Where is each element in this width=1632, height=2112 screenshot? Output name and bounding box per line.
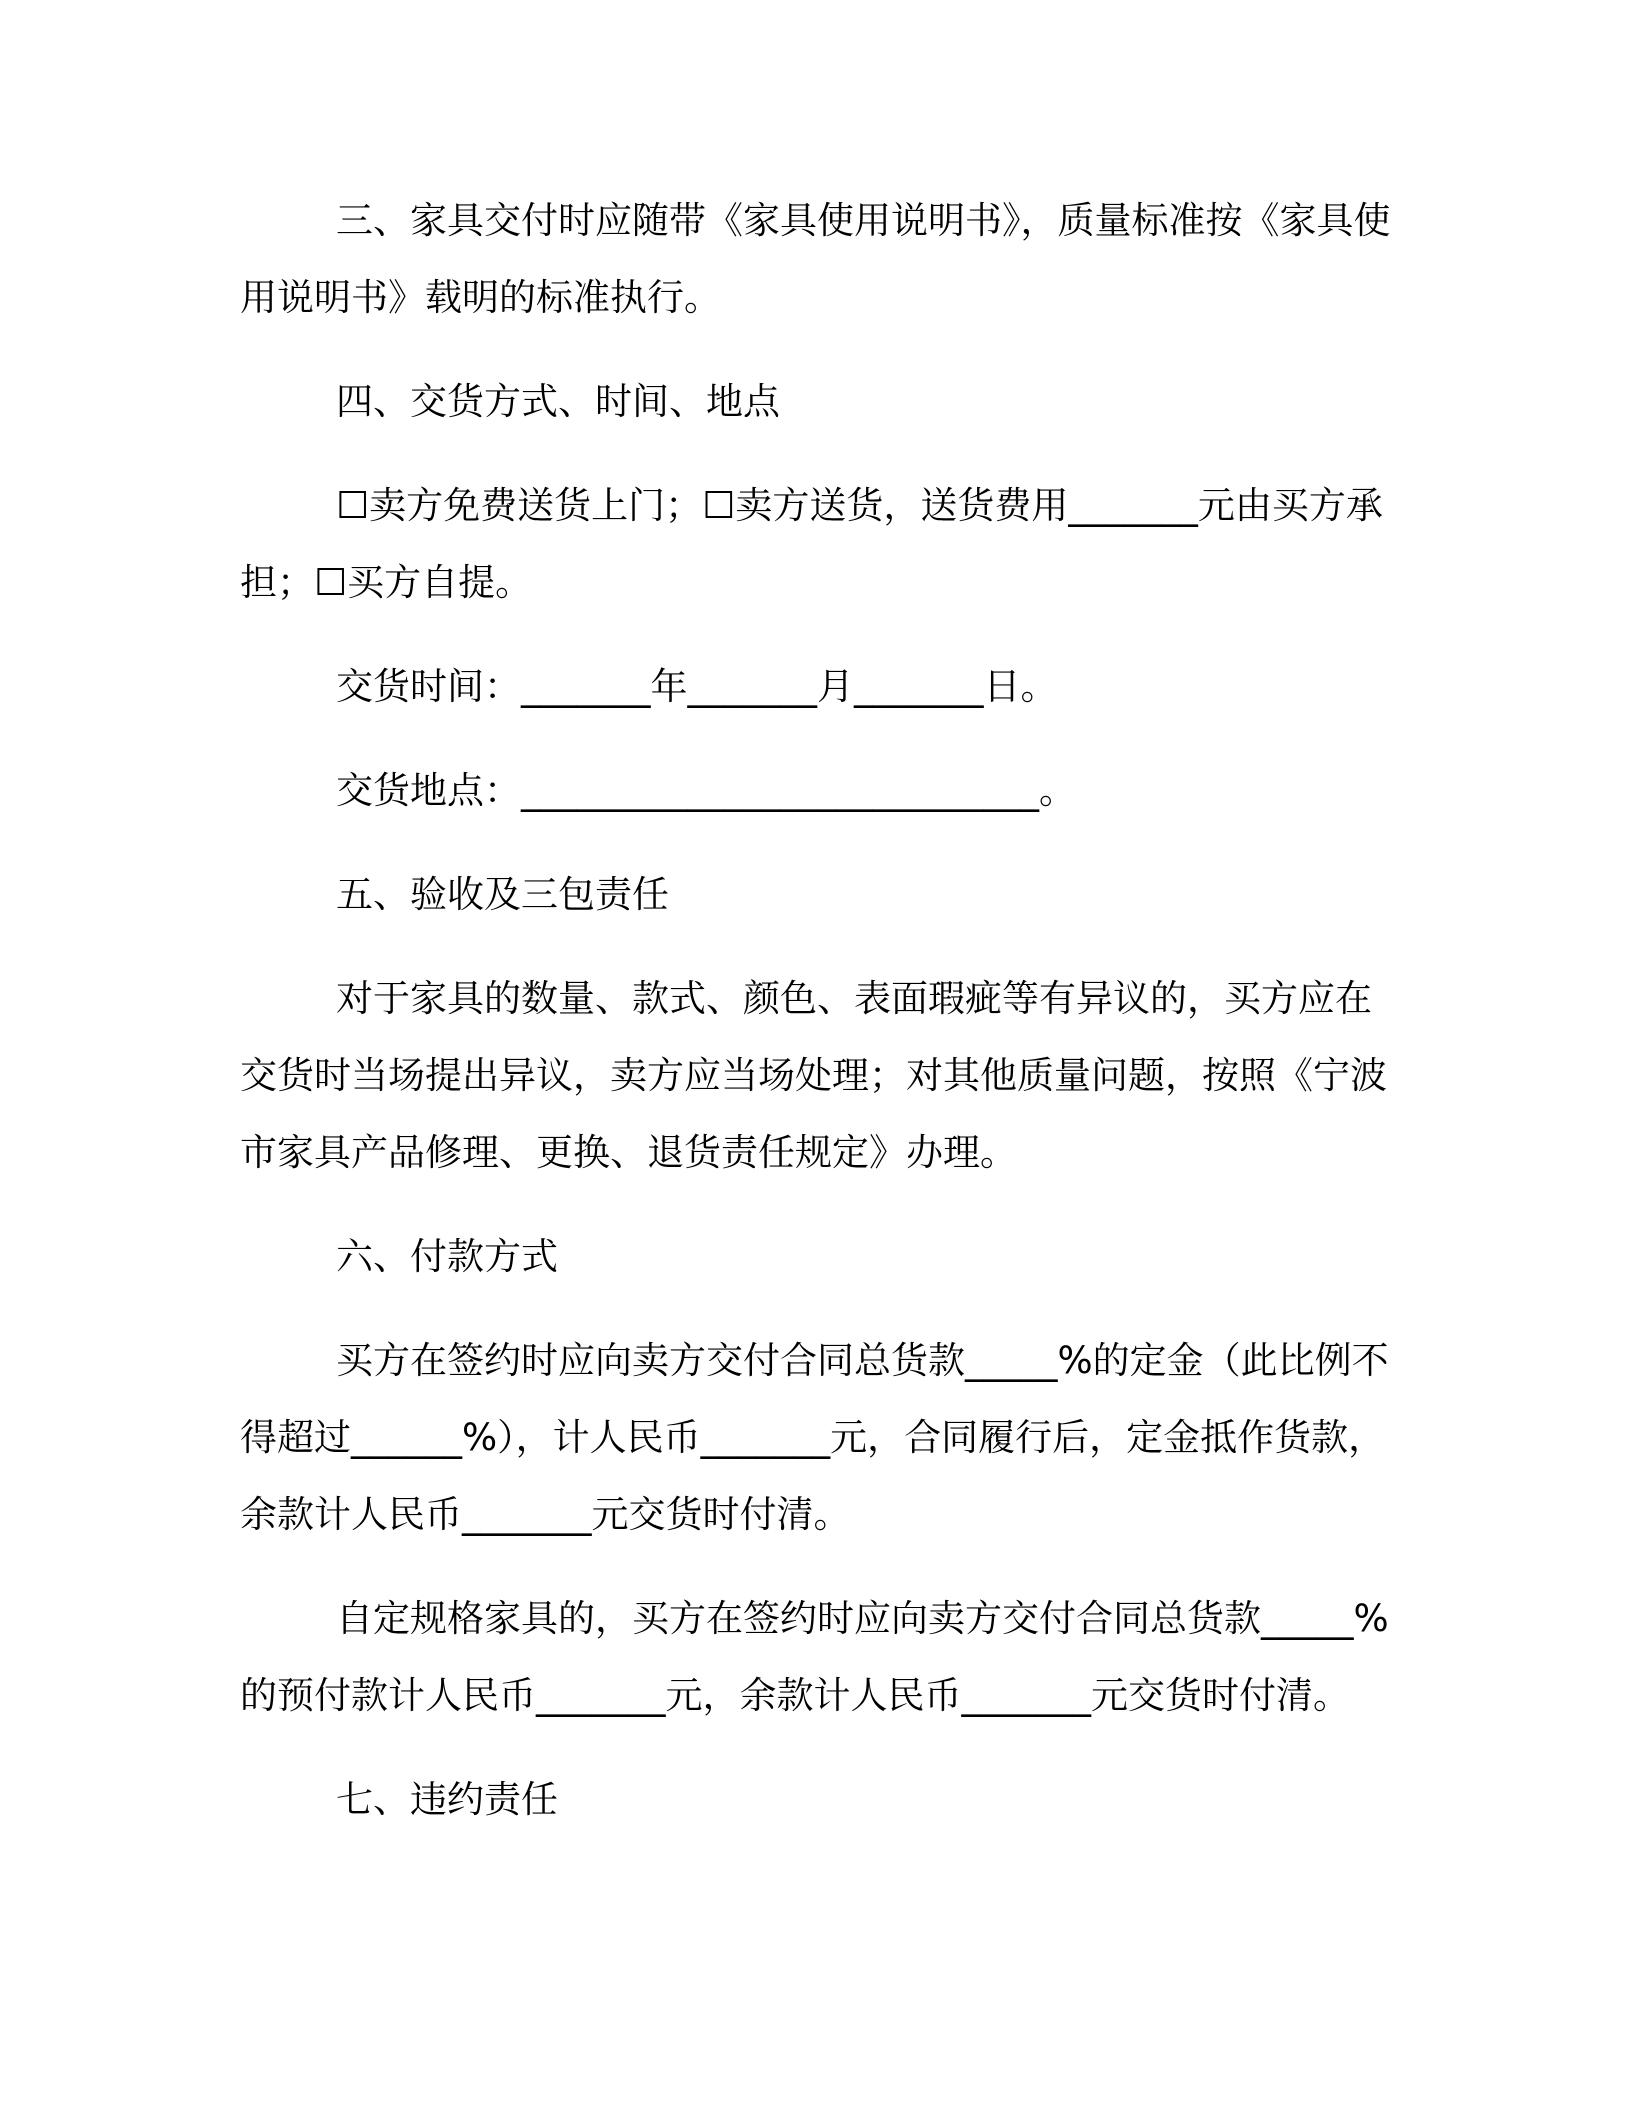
clause-4-heading: 四、交货方式、时间、地点 (336, 380, 780, 423)
clause-6-heading: 六、付款方式 (336, 1235, 558, 1278)
clause-5-heading: 五、验收及三包责任 (336, 873, 669, 916)
delivery-method-options: ☐卖方免费送货上门；☐卖方送货，送货费用_______元由买方承担；☐买方自提。 (240, 484, 1383, 604)
payment-deposit-text: 买方在签约时应向卖方交付合同总货款_____%的定金（此比例不得超过______%），计人民币_______元，合同履行后，定金抵作货款，余款计人民币_______元交货时付清。 (240, 1339, 1389, 1536)
clause-5-text: 对于家具的数量、款式、颜色、表面瑕疵等有异议的，买方应在交货时当场提出异议，卖方应当场处理；对其他质量问题，按照《宁波市家具产品修理、更换、退货责任规定》办理。 (240, 977, 1387, 1174)
delivery-location: 交货地点：____________________________。 (336, 769, 1076, 812)
document-page (240, 182, 1400, 1838)
payment-custom-text: 自定规格家具的，买方在签约时应向卖方交付合同总货款_____%的预付款计人民币_______元，余款计人民币_______元交货时付清。 (240, 1597, 1389, 1717)
delivery-time: 交货时间：_______年_______月_______日。 (336, 665, 1058, 708)
clause-3-text: 三、家具交付时应随带《家具使用说明书》，质量标准按《家具使用说明书》载明的标准执行。 (240, 199, 1391, 319)
clause-7-heading: 七、违约责任 (336, 1778, 558, 1821)
